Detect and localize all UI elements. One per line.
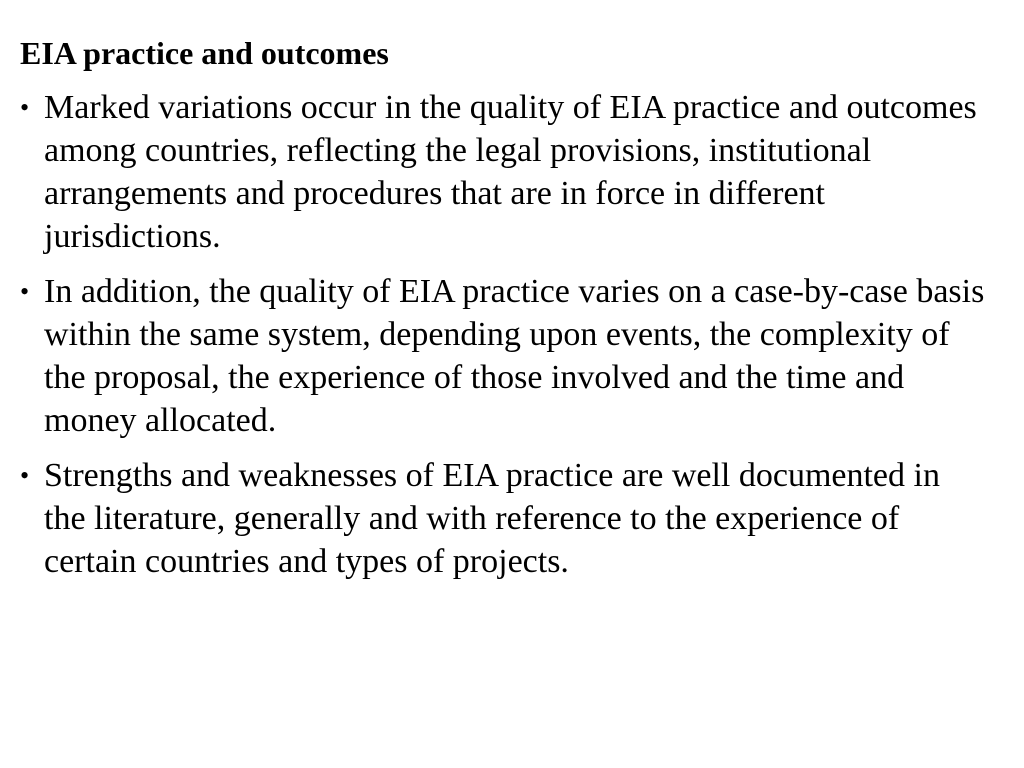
slide-title: EIA practice and outcomes — [20, 35, 389, 71]
bullet-item-3 — [20, 454, 988, 583]
bullet-marker: • — [20, 277, 30, 306]
bullet-list — [20, 86, 988, 583]
bullet-text: Strengths and weaknesses of EIA practice are well documented in the literature, generally and with reference to the experience of certain countries and types of projects. — [44, 457, 940, 580]
bullet-item-2 — [20, 270, 988, 442]
bullet-marker: • — [20, 461, 30, 490]
bullet-text: Marked variations occur in the quality of EIA practice and outcomes among countries, reflecting the legal provisions, institutional arrangements and procedures that are in force in different jurisdictions. — [44, 89, 977, 255]
bullet-text: In addition, the quality of EIA practice varies on a case-by-case basis within the same system, depending upon events, the complexity of the proposal, the experience of those involved and the time and money allocated. — [44, 273, 985, 439]
bullet-item-1 — [20, 86, 988, 258]
bullet-marker: • — [20, 93, 30, 122]
